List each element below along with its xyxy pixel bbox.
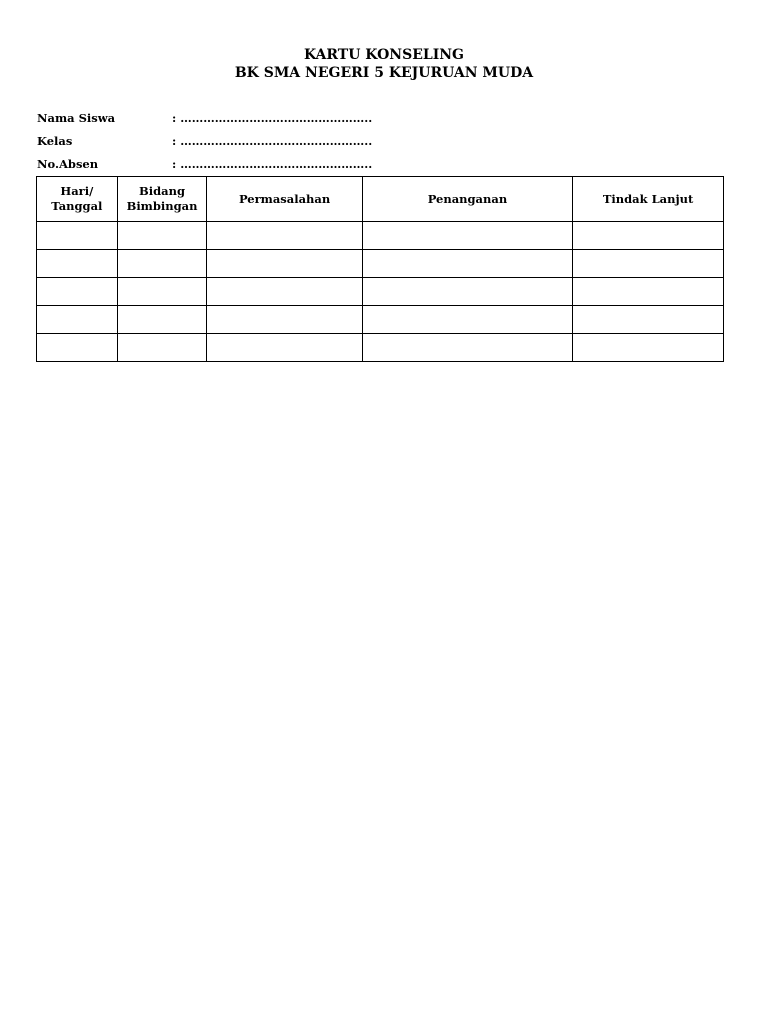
field-label: Nama Siswa: [37, 110, 116, 125]
table-cell[interactable]: [117, 334, 207, 362]
table-cell[interactable]: [362, 334, 572, 362]
table-row: [37, 222, 724, 250]
table-cell[interactable]: [573, 222, 724, 250]
table-row: [37, 306, 724, 334]
table-cell[interactable]: [207, 222, 362, 250]
document-title: [0, 46, 768, 82]
table-cell[interactable]: [362, 222, 572, 250]
table-cell[interactable]: [362, 250, 572, 278]
table-cell[interactable]: [573, 306, 724, 334]
table-cell[interactable]: [117, 306, 207, 334]
field-value-blank[interactable]: : …………………………………………..: [172, 110, 373, 125]
field-kelas: [37, 129, 737, 152]
table-cell[interactable]: [117, 278, 207, 306]
header-text: Tindak Lanjut: [602, 191, 694, 206]
header-text: Bimbingan: [126, 199, 198, 213]
table-cell[interactable]: [37, 306, 118, 334]
table-cell[interactable]: [117, 222, 207, 250]
field-label: No.Absen: [37, 156, 99, 171]
field-value-blank[interactable]: : …………………………………………..: [172, 156, 373, 171]
counseling-log-table: [36, 176, 724, 362]
student-info-fields: [37, 106, 737, 175]
table-row: [37, 334, 724, 362]
header-text: Tanggal: [51, 199, 103, 213]
field-no-absen: [37, 152, 737, 175]
table-header-row: [37, 177, 724, 222]
table-cell[interactable]: [37, 334, 118, 362]
header-bidang-bimbingan: [117, 177, 207, 222]
title-line-2: BK SMA NEGERI 5 KEJURUAN MUDA: [234, 65, 534, 81]
table-cell[interactable]: [37, 222, 118, 250]
title-line-1: KARTU KONSELING: [303, 47, 465, 63]
table-cell[interactable]: [207, 278, 362, 306]
header-hari-tanggal: [37, 177, 118, 222]
table-cell[interactable]: [37, 278, 118, 306]
table-cell[interactable]: [207, 306, 362, 334]
table-cell[interactable]: [362, 306, 572, 334]
header-text: Hari/: [60, 184, 94, 198]
field-value-blank[interactable]: : …………………………………………..: [172, 133, 373, 148]
header-text: Bidang: [139, 184, 186, 198]
table-cell[interactable]: [362, 278, 572, 306]
table-cell[interactable]: [37, 250, 118, 278]
table-cell[interactable]: [207, 250, 362, 278]
table-cell[interactable]: [573, 250, 724, 278]
table-row: [37, 250, 724, 278]
header-tindak-lanjut: [573, 177, 724, 222]
table-cell[interactable]: [117, 250, 207, 278]
header-text: Permasalahan: [238, 191, 331, 206]
header-penanganan: [362, 177, 572, 222]
field-nama-siswa: [37, 106, 737, 129]
field-label: Kelas: [37, 133, 73, 148]
table-cell[interactable]: [573, 334, 724, 362]
header-text: Penanganan: [427, 191, 508, 206]
table-cell[interactable]: [573, 278, 724, 306]
table-row: [37, 278, 724, 306]
header-permasalahan: [207, 177, 362, 222]
table-cell[interactable]: [207, 334, 362, 362]
